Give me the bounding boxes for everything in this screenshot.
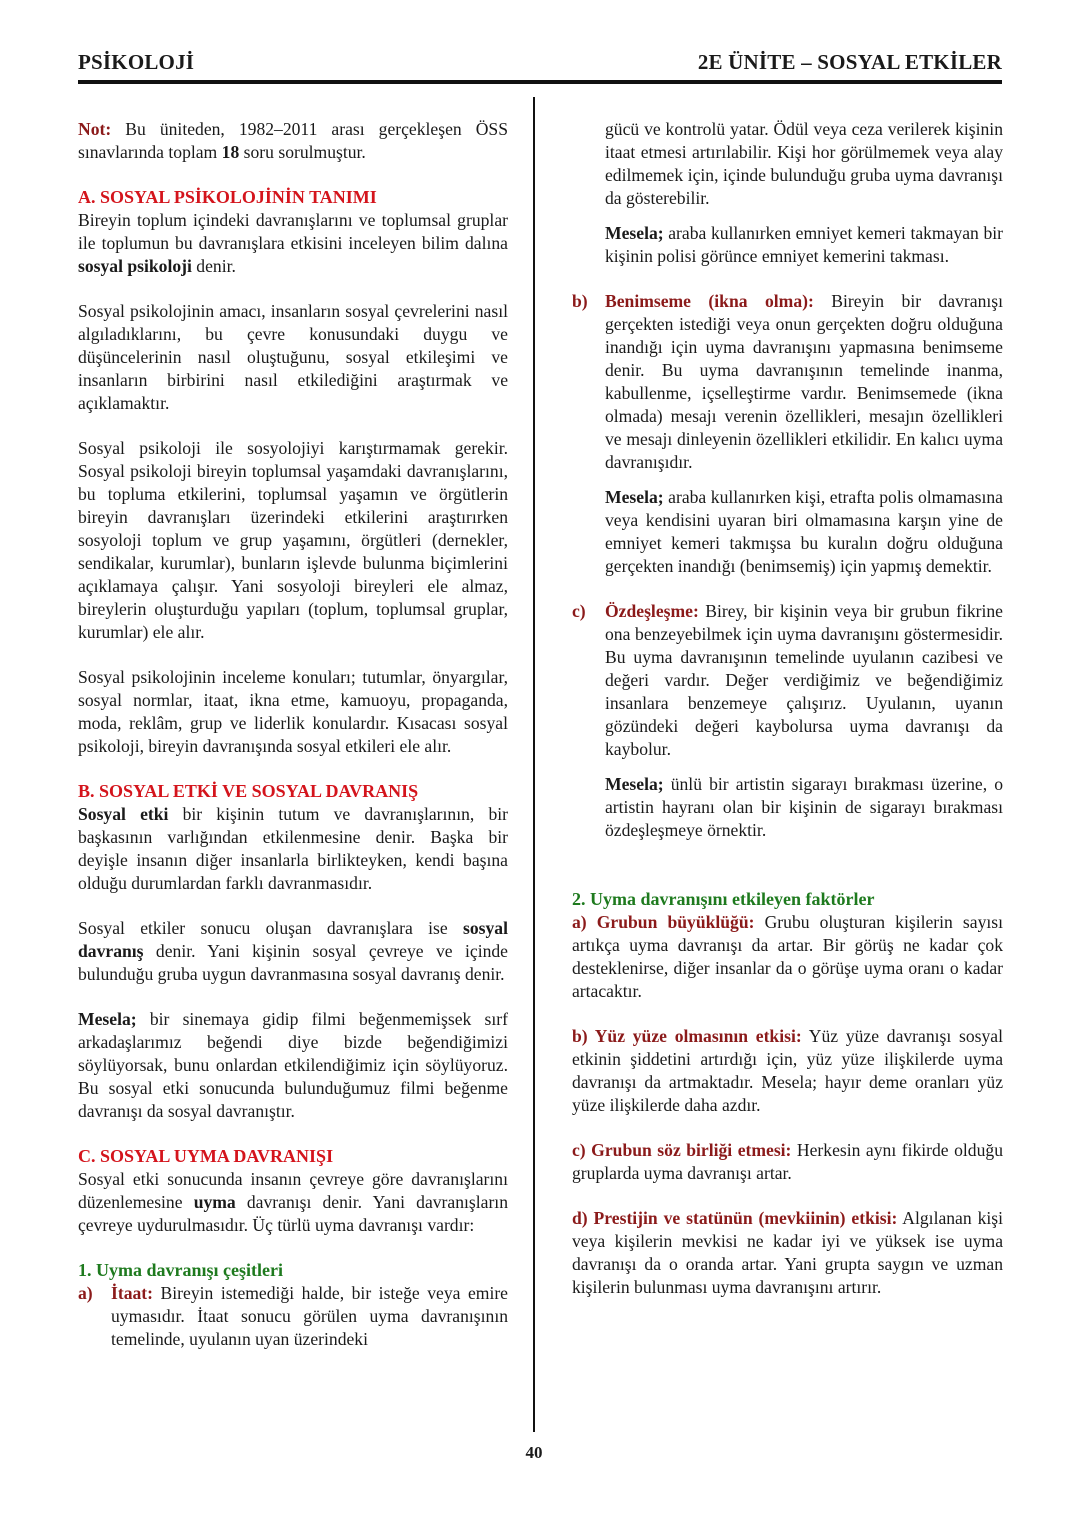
section-c-definition: Sosyal etki sonucunda insanın çevreye göre davranışlarını düzenlemesine uyma davranışı denir. Yani davranışların çevreye uydurulmasıdır. Üç türlü uyma davranışı vardır:: [78, 1169, 508, 1235]
conformity-type-obedience: a) İtaat: Bireyin istemediği halde, bir isteğe veya emire uymasıdır. İtaat sonucu görülen uyma davranışının temelinde, uyulanın uyan üzerindeki: [78, 1283, 508, 1349]
conformity-factors-heading: 2. Uyma davranışını etkileyen faktörler: [572, 889, 875, 909]
section-a-topics: Sosyal psikolojinin inceleme konuları; tutumlar, önyargılar, sosyal normlar, itaat, ikna etme, kamuoyu, propaganda, moda, reklâm, grup ve liderlik konulardır. Kısacası sosyal psikoloji, bireyin davranışında sosyal etkileri ele alır.: [78, 667, 508, 756]
section-a-vs-sociology: Sosyal psikoloji ile sosyolojiyi karıştırmamak gerekir. Sosyal psikoloji bireyin toplumsal yaşamdaki davranışlarını, bu topluma etkilerini, toplumsal yaşamın ve örgütlerin bireyin davranışları üzerindeki etkilerini araştırırken sosyoloji toplum ve grup yaşamını, örgütleri (dernekler, sendikalar, kurumlar), bunların işlevde bulunma biçimlerini açıklamaya çalışır. Yani sosyoloji bireyleri ele almaz, bireylerin oluşturduğu yapıları (toplum, toplumsal gruplar, kurumlar) ele alır.: [78, 438, 508, 642]
column-divider: [533, 97, 535, 1432]
right-column: [572, 118, 1003, 1299]
identification-example: Mesela; ünlü bir artistin sigarayı bırakması üzerine, o artistin hayranı olan bir kişinin de sigarayı bırakması özdeşleşmeye örnektir.: [605, 774, 1003, 840]
factor-group-unanimity: c) Grubun söz birliği etmesi: Herkesin aynı fikirde olduğu gruplarda uyma davranışı artar.: [572, 1140, 1003, 1183]
page-number: 40: [525, 1443, 543, 1462]
conformity-type-internalization: b) Benimseme (ikna olma): Bireyin bir davranışı gerçekten istediği veya onun gerçekten doğru olduğuna inandığı için uyma davranışını yapmasına benimseme denir. Bu uyma davranışının temelinde inanma, kabullenme, içselleştirme vardır. Benimsemede (ikna olmada) mesajı verenin özellikleri, mesajın özellikleri ve mesajı dinleyenin özellikleri etkilidir. En kalıcı uyma davranışıdır.: [572, 291, 1003, 472]
section-c-heading: C. SOSYAL UYMA DAVRANIŞI: [78, 1146, 334, 1166]
header-rule: [78, 80, 1002, 84]
obedience-example: Mesela; araba kullanırken emniyet kemeri takmayan bir kişinin polisi görünce emniyet kemerini takması.: [605, 223, 1003, 266]
factor-group-size: a) Grubun büyüklüğü: Grubu oluşturan kişilerin sayısı artıkça uyma davranışı da artar. Bir görüş ne kadar çok desteklenirse, diğer insanlar da o görüşe uyma oranı o kadar artacaktır.: [572, 912, 1003, 1001]
factor-prestige-status: d) Prestijin ve statünün (mevkiinin) etkisi: Algılanan kişi veya kişilerin mevkisi ne kadar iyi ve yüksek ise uyma davranışı da o oranda artar. Yani grupta saygın ve uzman kişilerin bulunması uyma davranışını artırır.: [572, 1208, 1003, 1297]
section-a-purpose: Sosyal psikolojinin amacı, insanların sosyal çevrelerini nasıl algıladıklarını, bu çevre konusundaki duygu ve düşüncelerinin nasıl oluştuğunu, sosyal etkileşimi ve insanların birbirini nasıl etkilediğini araştırmak ve açıklamaktır.: [78, 301, 508, 413]
note-label: Not:: [78, 119, 112, 139]
section-b-definition: Sosyal etki bir kişinin tutum ve davranışlarının, bir başkasının varlığından etkilenmesine denir. Başka bir deyişle insanın diğer insanlarla birlikteyken, kendi başına olduğu durumlardan farklı davranmasıdır.: [78, 804, 508, 893]
section-a-definition: Bireyin toplum içindeki davranışlarını ve toplumsal gruplar ile toplumun bu davranışlara etkisini inceleyen bilim dalına sosyal psikoloji denir.: [78, 210, 508, 276]
section-b-heading: B. SOSYAL ETKİ VE SOSYAL DAVRANIŞ: [78, 781, 419, 801]
list-marker: a): [78, 1283, 93, 1303]
left-column: [78, 118, 508, 1351]
obedience-continued: gücü ve kontrolü yatar. Ödül veya ceza verilerek kişinin itaat etmesi artırılabilir. Kişi hor görülmemek veya alay edilmemek için, içinde bulunduğu gruba uyma davranışı da gösterebilir.: [605, 119, 1003, 208]
list-marker: c): [572, 601, 586, 621]
factor-face-to-face: b) Yüz yüze olmasının etkisi: Yüz yüze davranışı sosyal etkinin şiddetini artırdığı için, yüz yüze ilişkilerde uyma davranışı da artmaktadır. Mesela; hayır deme oranları yüz yüze ilişkilerde daha azdır.: [572, 1026, 1003, 1115]
question-count: 18: [221, 142, 240, 162]
internalization-example: Mesela; araba kullanırken kişi, etrafta polis olmamasına veya kendisini uyaran biri olmamasına karşın yine de emniyet kemeri takmışsa bu kuralın doğru olduğuna gerçekten inandığı (benimsemiş) için yapmış demektir.: [605, 487, 1003, 576]
exam-note: Not: Bu üniteden, 1982–2011 arası gerçekleşen ÖSS sınavlarında toplam 18 soru sorulmuştur.: [78, 119, 508, 162]
header-subject: PSİKOLOJİ: [78, 50, 195, 74]
conformity-type-identification: c) Özdeşleşme: Birey, bir kişinin veya bir grubun fikrine ona benzeyebilmek için uyma davranışını göstermesidir. Bu uyma davranışının temelinde uyulanın cazibesi ve değeri vardır. Değer verdiğimiz ve beğendiğimiz insanlara benzemeye çalışırız. Uyulanın, uyanın gözündeki değeri kaybolursa uyma davranışı da kaybolur.: [572, 601, 1003, 759]
header-unit-title: 2E ÜNİTE – SOSYAL ETKİLER: [697, 50, 1002, 74]
page-header: [78, 50, 1002, 75]
section-b-social-behavior: Sosyal etkiler sonucu oluşan davranışlara ise sosyal davranış denir. Yani kişinin sosyal çevreye ve içinde bulunduğu gruba uygun davranmasına sosyal davranış denir.: [78, 918, 508, 984]
conformity-types-heading: 1. Uyma davranışı çeşitleri: [78, 1260, 283, 1280]
list-marker: b): [572, 291, 588, 311]
section-b-example: Mesela; bir sinemaya gidip filmi beğenmemişsek sırf arkadaşlarımız beğendi diye bizde beğendiğimizi söylüyorsak, bunu onlardan etkilendiğimiz için söylüyoruz. Bu sosyal etki sonucunda bulunduğumuz filmi beğenme davranışı da sosyal davranıştır.: [78, 1009, 508, 1121]
section-a-heading: A. SOSYAL PSİKOLOJİNİN TANIMI: [78, 187, 377, 207]
